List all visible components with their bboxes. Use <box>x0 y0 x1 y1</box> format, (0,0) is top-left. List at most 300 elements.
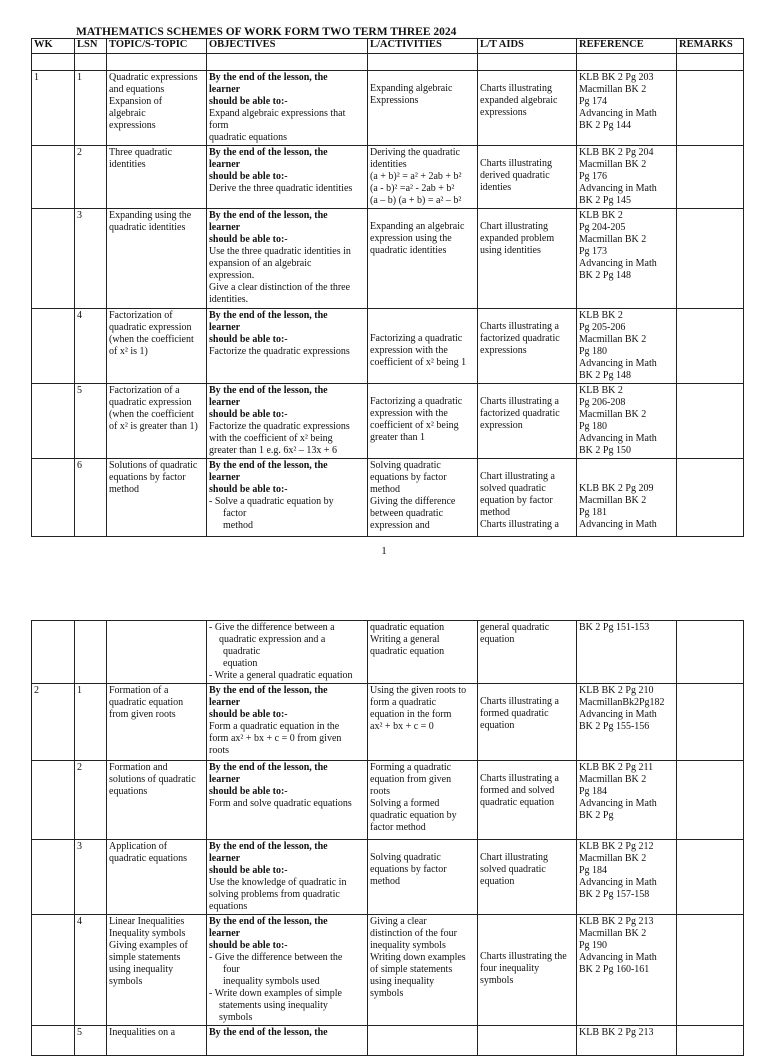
objective-line: Factorize the quadratic expressions <box>209 346 350 357</box>
reference-line: Pg 205-206 <box>579 322 626 333</box>
cell-week <box>32 1026 75 1056</box>
cell-aids <box>478 1026 577 1056</box>
activity-line: Deriving the quadratic <box>370 147 460 158</box>
cell-objectives <box>207 761 368 840</box>
cell-topic <box>107 1026 207 1056</box>
reference-line: KLB BK 2 <box>579 385 623 396</box>
cell-reference <box>577 621 677 684</box>
topic-line: equations by factor <box>109 472 186 483</box>
cell-reference <box>577 761 677 840</box>
aid-line: formed quadratic <box>480 708 549 719</box>
reference-line: Macmillan BK 2 <box>579 495 647 506</box>
topic-line: Factorization of a <box>109 385 180 396</box>
activity-line: quadratic equation by <box>370 810 457 821</box>
objective-line: equation <box>223 658 258 669</box>
activity-line: factor method <box>370 822 426 833</box>
cell-aids <box>478 761 577 840</box>
cell-week <box>32 761 75 840</box>
activity-line: Solving a formed <box>370 798 440 809</box>
cell-lesson: 4 <box>75 915 107 1026</box>
activity-line: Solving quadratic <box>370 460 441 471</box>
aid-line: equation <box>480 634 515 645</box>
topic-line: Inequality symbols <box>109 928 186 939</box>
objective-heading-line: By the end of the lesson, the <box>209 1027 328 1038</box>
activity-line: Giving a clear <box>370 916 427 927</box>
objective-line: Use the knowledge of quadratic in <box>209 877 347 888</box>
cell-activities <box>368 621 478 684</box>
cell-activities <box>368 1026 478 1056</box>
objective-line: quadratic <box>223 646 261 657</box>
cell-objectives <box>207 915 368 1026</box>
cell-remarks <box>677 915 744 1026</box>
reference-line: Advancing in Math <box>579 108 657 119</box>
aid-line: Chart illustrating a <box>480 471 555 482</box>
cell-lesson: 2 <box>75 146 107 209</box>
objective-heading-line: should be able to:- <box>209 709 288 720</box>
objective-heading-line: learner <box>209 159 241 170</box>
cell-aids <box>478 915 577 1026</box>
objective-line: Form a quadratic equation in the <box>209 721 340 732</box>
objective-line: Use the three quadratic identities in <box>209 246 351 257</box>
topic-line: Formation and <box>109 762 168 773</box>
objective-line: expression. <box>209 270 255 281</box>
topic-line: Factorization of <box>109 310 173 321</box>
activity-line: greater than 1 <box>370 432 425 443</box>
objective-heading-line: learner <box>209 928 241 939</box>
objective-line: - Solve a quadratic equation by <box>209 496 334 507</box>
activity-line: Solving quadratic <box>370 852 441 863</box>
reference-line: BK 2 Pg 148 <box>579 370 631 381</box>
cell-remarks <box>677 1026 744 1056</box>
aid-line: Chart illustrating <box>480 852 549 863</box>
cell-reference <box>577 1026 677 1056</box>
objective-line: Give a clear distinction of the three <box>209 282 351 293</box>
topic-line: and equations <box>109 84 165 95</box>
reference-line: Pg 176 <box>579 171 608 182</box>
objective-heading-line: learner <box>209 853 241 864</box>
reference-line: BK 2 Pg 160-161 <box>579 964 650 975</box>
activity-line: expression with the <box>370 408 448 419</box>
objective-heading-line: should be able to:- <box>209 484 288 495</box>
cell-lesson: 1 <box>75 684 107 761</box>
objective-line: Derive the three quadratic identities <box>209 183 353 194</box>
activity-line: method <box>370 484 400 495</box>
cell-topic <box>107 621 207 684</box>
cell-reference <box>577 684 677 761</box>
cell-remarks <box>677 684 744 761</box>
objective-line: form <box>209 120 229 131</box>
objective-heading-line: By the end of the lesson, the <box>209 385 328 396</box>
activity-line: (a - b)² =a² - 2ab + b² <box>370 183 455 194</box>
objective-heading-line: By the end of the lesson, the <box>209 916 328 927</box>
col-header-objectives: OBJECTIVES <box>207 39 368 54</box>
objective-heading-line: learner <box>209 774 241 785</box>
topic-line: simple statements <box>109 952 181 963</box>
cell-lesson: 2 <box>75 761 107 840</box>
reference-line: BK 2 Pg 155-156 <box>579 721 650 732</box>
activity-line: ax² + bx + c = 0 <box>370 721 434 732</box>
reference-line: Pg 180 <box>579 421 608 432</box>
reference-line: Advancing in Math <box>579 519 657 530</box>
table-row <box>32 1026 744 1056</box>
objective-heading-line: should be able to:- <box>209 786 288 797</box>
objective-heading-line: should be able to:- <box>209 940 288 951</box>
col-header-wk: WK <box>32 39 75 54</box>
reference-line: KLB BK 2 Pg 212 <box>579 841 654 852</box>
topic-line: (when the coefficient <box>109 334 194 345</box>
activity-line: Using the given roots to <box>370 685 467 696</box>
objective-line: form ax² + bx + c = 0 from given <box>209 733 342 744</box>
objective-heading-line: should be able to:- <box>209 171 288 182</box>
cell-lesson <box>75 621 107 684</box>
activity-line: equations by factor <box>370 472 447 483</box>
topic-line: Inequalities on a <box>109 1027 176 1038</box>
aid-line: using identities <box>480 245 541 256</box>
topic-line: of x² is greater than 1) <box>109 421 198 432</box>
reference-line: Pg 184 <box>579 865 608 876</box>
objective-line: four <box>223 964 240 975</box>
objective-heading-line: learner <box>209 472 241 483</box>
cell-topic <box>107 684 207 761</box>
aid-line: Charts illustrating a <box>480 396 559 407</box>
objective-line: with the coefficient of x² being <box>209 433 333 444</box>
objective-line: symbols <box>219 1012 253 1023</box>
activity-line: coefficient of x² being <box>370 420 459 431</box>
activity-line: quadratic identities <box>370 245 447 256</box>
activity-line: Expanding an algebraic <box>370 221 465 232</box>
reference-line: Advancing in Math <box>579 798 657 809</box>
objective-line: expansion of an algebraic <box>209 258 312 269</box>
activity-line: distinction of the four <box>370 928 457 939</box>
cell-activities <box>368 684 478 761</box>
topic-line: expressions <box>109 120 156 131</box>
objective-line: statements using inequality <box>219 1000 328 1011</box>
cell-topic <box>107 761 207 840</box>
reference-line: Macmillan BK 2 <box>579 409 647 420</box>
reference-line: BK 2 Pg 148 <box>579 270 631 281</box>
cell-lesson: 4 <box>75 309 107 384</box>
activity-line: roots <box>370 786 390 797</box>
cell-lesson: 5 <box>75 1026 107 1056</box>
col-header-lsn: LSN <box>75 39 107 54</box>
objective-heading-line: should be able to:- <box>209 234 288 245</box>
topic-line: Linear Inequalities <box>109 916 185 927</box>
cell-aids <box>478 621 577 684</box>
aid-line: four inequality <box>480 963 540 974</box>
cell-lesson: 6 <box>75 459 107 537</box>
cell-lesson: 5 <box>75 384 107 459</box>
objective-heading-line: By the end of the lesson, the <box>209 460 328 471</box>
reference-line: Macmillan BK 2 <box>579 928 647 939</box>
activity-line: expression with the <box>370 345 448 356</box>
objective-heading-line: should be able to:- <box>209 96 288 107</box>
objective-line: method <box>223 520 253 531</box>
reference-line: BK 2 Pg 157-158 <box>579 889 650 900</box>
activity-line: Expressions <box>370 95 419 106</box>
aid-line: expressions <box>480 107 527 118</box>
cell-objectives <box>207 621 368 684</box>
cell-week <box>32 915 75 1026</box>
objective-heading-line: learner <box>209 322 241 333</box>
col-header-aids: L/T AIDS <box>478 39 577 54</box>
objective-heading-line: should be able to:- <box>209 334 288 345</box>
reference-line: BK 2 Pg 150 <box>579 445 631 456</box>
objective-heading-line: learner <box>209 397 241 408</box>
aid-line: identies <box>480 182 512 193</box>
activity-line: Giving the difference <box>370 496 456 507</box>
objective-line: Factorize the quadratic expressions <box>209 421 350 432</box>
aid-line: Charts illustrating <box>480 83 552 94</box>
objective-line: factor <box>223 508 247 519</box>
cell-reference <box>577 915 677 1026</box>
activity-line: of simple statements <box>370 964 453 975</box>
reference-line: KLB BK 2 <box>579 310 623 321</box>
reference-line: KLB BK 2 Pg 204 <box>579 147 654 158</box>
reference-line: Advancing in Math <box>579 877 657 888</box>
objective-line: quadratic equations <box>209 132 288 143</box>
cell-aids <box>478 684 577 761</box>
reference-line: KLB BK 2 Pg 213 <box>579 1027 654 1038</box>
objective-line: Expand algebraic expressions that <box>209 108 346 119</box>
activity-line: Factorizing a quadratic <box>370 333 463 344</box>
table-row <box>32 840 744 915</box>
aid-line: symbols <box>480 975 514 986</box>
activity-line: symbols <box>370 988 404 999</box>
activity-line: quadratic equation <box>370 646 445 657</box>
reference-line: Macmillan BK 2 <box>579 84 647 95</box>
topic-line: quadratic equation <box>109 697 184 708</box>
reference-line: Advancing in Math <box>579 709 657 720</box>
aid-line: Charts illustrating a <box>480 321 559 332</box>
reference-line: KLB BK 2 Pg 203 <box>579 72 654 83</box>
table-row <box>32 684 744 761</box>
topic-line: (when the coefficient <box>109 409 194 420</box>
topic-line: Application of <box>109 841 168 852</box>
objective-line: inequality symbols used <box>223 976 320 987</box>
topic-line: algebraic <box>109 108 146 119</box>
col-header-reference: REFERENCE <box>577 39 677 54</box>
cell-lesson: 1 <box>75 71 107 146</box>
aid-line: Charts illustrating a <box>480 519 559 530</box>
activity-line: Forming a quadratic <box>370 762 452 773</box>
topic-line: Expansion of <box>109 96 163 107</box>
page-title: MATHEMATICS SCHEMES OF WORK FORM TWO TERM THREE 2024 <box>76 26 457 38</box>
topic-line: of x² is 1) <box>109 346 148 357</box>
activity-line: method <box>370 876 400 887</box>
activity-line: equations by factor <box>370 864 447 875</box>
topic-line: Quadratic expressions <box>109 72 198 83</box>
aid-line: expression <box>480 420 523 431</box>
reference-line: KLB BK 2 Pg 213 <box>579 916 654 927</box>
col-header-remarks: REMARKS <box>677 39 744 54</box>
topic-line: from given roots <box>109 709 176 720</box>
aid-line: quadratic equation <box>480 797 555 808</box>
cell-activities <box>368 761 478 840</box>
aid-line: general quadratic <box>480 622 550 633</box>
reference-line: Pg 184 <box>579 786 608 797</box>
reference-line: Macmillan BK 2 <box>579 159 647 170</box>
activity-line: (a – b) (a + b) = a² – b² <box>370 195 462 206</box>
activity-line: between quadratic <box>370 508 444 519</box>
objective-heading-line: By the end of the lesson, the <box>209 72 328 83</box>
reference-line: BK 2 Pg 151-153 <box>579 622 650 633</box>
cell-week <box>32 840 75 915</box>
topic-line: quadratic expression <box>109 322 192 333</box>
aid-line: expanded algebraic <box>480 95 558 106</box>
reference-line: Advancing in Math <box>579 183 657 194</box>
cell-objectives <box>207 840 368 915</box>
activity-line: coefficient of x² being 1 <box>370 357 467 368</box>
activity-line: equation from given <box>370 774 452 785</box>
cell-objectives <box>207 1026 368 1056</box>
cell-lesson: 3 <box>75 209 107 309</box>
objective-heading-line: By the end of the lesson, the <box>209 210 328 221</box>
objective-heading-line: By the end of the lesson, the <box>209 762 328 773</box>
aid-line: factorized quadratic <box>480 408 560 419</box>
reference-line: Macmillan BK 2 <box>579 774 647 785</box>
aid-line: equation <box>480 876 515 887</box>
reference-line: Macmillan BK 2 <box>579 334 647 345</box>
topic-line: Three quadratic <box>109 147 173 158</box>
reference-line: Pg 190 <box>579 940 608 951</box>
cell-remarks <box>677 621 744 684</box>
aid-line: formed and solved <box>480 785 555 796</box>
table-row <box>32 915 744 1026</box>
activity-line: Expanding algebraic <box>370 83 453 94</box>
reference-line: KLB BK 2 <box>579 210 623 221</box>
reference-line: Pg 181 <box>579 507 608 518</box>
objective-line: - Write down examples of simple <box>209 988 342 999</box>
objective-line: quadratic expression and a <box>219 634 326 645</box>
reference-line: Advancing in Math <box>579 433 657 444</box>
objective-heading-line: should be able to:- <box>209 865 288 876</box>
aid-line: Chart illustrating <box>480 221 549 232</box>
reference-line: Pg 173 <box>579 246 608 257</box>
cell-remarks <box>677 761 744 840</box>
aid-line: Charts illustrating a <box>480 773 559 784</box>
aid-line: expanded problem <box>480 233 555 244</box>
activity-line: Writing down examples <box>370 952 466 963</box>
reference-line: Advancing in Math <box>579 358 657 369</box>
cell-activities <box>368 915 478 1026</box>
aid-line: equation <box>480 720 515 731</box>
reference-line: MacmillanBk2Pg182 <box>579 697 665 708</box>
activity-line: expression using the <box>370 233 452 244</box>
table-row <box>32 621 744 684</box>
aid-line: Charts illustrating a <box>480 696 559 707</box>
topic-line: using inequality <box>109 964 174 975</box>
topic-line: Giving examples of <box>109 940 188 951</box>
activity-line: Factorizing a quadratic <box>370 396 463 407</box>
topic-line: quadratic equations <box>109 853 188 864</box>
topic-line: identities <box>109 159 146 170</box>
reference-line: KLB BK 2 Pg 211 <box>579 762 654 773</box>
objective-heading-line: By the end of the lesson, the <box>209 147 328 158</box>
activity-line: inequality symbols <box>370 940 446 951</box>
cell-objectives <box>207 684 368 761</box>
objective-heading-line: should be able to:- <box>209 409 288 420</box>
topic-line: quadratic expression <box>109 397 192 408</box>
objective-line: identities. <box>209 294 249 305</box>
cell-lesson: 3 <box>75 840 107 915</box>
reference-line: BK 2 Pg 144 <box>579 120 631 131</box>
objective-heading-line: learner <box>209 84 241 95</box>
aid-line: derived quadratic <box>480 170 550 181</box>
reference-line: Pg 204-205 <box>579 222 626 233</box>
cell-remarks <box>677 840 744 915</box>
topic-line: method <box>109 484 139 495</box>
reference-line: KLB BK 2 Pg 210 <box>579 685 654 696</box>
objective-line: equations <box>209 901 248 912</box>
topic-line: quadratic identities <box>109 222 186 233</box>
aid-line: Charts illustrating <box>480 158 552 169</box>
reference-line: Advancing in Math <box>579 258 657 269</box>
topic-line: equations <box>109 786 148 797</box>
reference-line: BK 2 Pg 145 <box>579 195 631 206</box>
objective-line: Form and solve quadratic equations <box>209 798 352 809</box>
objective-line: roots <box>209 745 229 756</box>
reference-line: Pg 180 <box>579 346 608 357</box>
aid-line: equation by factor <box>480 495 553 506</box>
activity-line: form a quadratic <box>370 697 437 708</box>
activity-line: equation in the form <box>370 709 452 720</box>
cell-reference <box>577 840 677 915</box>
activity-line: quadratic equation <box>370 622 445 633</box>
cell-week <box>32 621 75 684</box>
objective-line: - Give the difference between a <box>209 622 335 633</box>
topic-line: Expanding using the <box>109 210 192 221</box>
activity-line: using inequality <box>370 976 435 987</box>
aid-line: solved quadratic <box>480 864 546 875</box>
aid-line: solved quadratic <box>480 483 546 494</box>
reference-line: KLB BK 2 Pg 209 <box>579 483 654 494</box>
cell-topic <box>107 840 207 915</box>
reference-line: Advancing in Math <box>579 952 657 963</box>
cell-topic <box>107 915 207 1026</box>
aid-line: expressions <box>480 345 527 356</box>
objective-line: - Give the difference between the <box>209 952 343 963</box>
reference-line: Pg 206-208 <box>579 397 626 408</box>
aid-line: method <box>480 507 510 518</box>
col-header-activities: L/ACTIVITIES <box>368 39 478 54</box>
scheme-table-page-2 <box>31 620 744 1056</box>
activity-line: Writing a general <box>370 634 440 645</box>
page-number: 1 <box>381 545 387 557</box>
topic-line: Solutions of quadratic <box>109 460 198 471</box>
objective-line: greater than 1 e.g. 6x² – 13x + 6 <box>209 445 338 456</box>
objective-heading-line: By the end of the lesson, the <box>209 841 328 852</box>
reference-line: Macmillan BK 2 <box>579 234 647 245</box>
objective-heading-line: learner <box>209 697 241 708</box>
topic-line: symbols <box>109 976 143 987</box>
topic-line: Formation of a <box>109 685 169 696</box>
cell-week: 2 <box>32 684 75 761</box>
reference-line: Macmillan BK 2 <box>579 853 647 864</box>
col-header-topic: TOPIC/S-TOPIC <box>107 39 207 54</box>
objective-line: - Write a general quadratic equation <box>209 670 353 681</box>
activity-line: (a + b)² = a² + 2ab + b² <box>370 171 462 182</box>
aid-line: factorized quadratic <box>480 333 560 344</box>
cell-activities <box>368 840 478 915</box>
objective-heading-line: By the end of the lesson, the <box>209 310 328 321</box>
aid-line: Charts illustrating the <box>480 951 567 962</box>
cell-aids <box>478 840 577 915</box>
table-row <box>32 761 744 840</box>
objective-heading-line: By the end of the lesson, the <box>209 685 328 696</box>
objective-heading-line: learner <box>209 222 241 233</box>
reference-line: Pg 174 <box>579 96 608 107</box>
activity-line: expression and <box>370 520 430 531</box>
